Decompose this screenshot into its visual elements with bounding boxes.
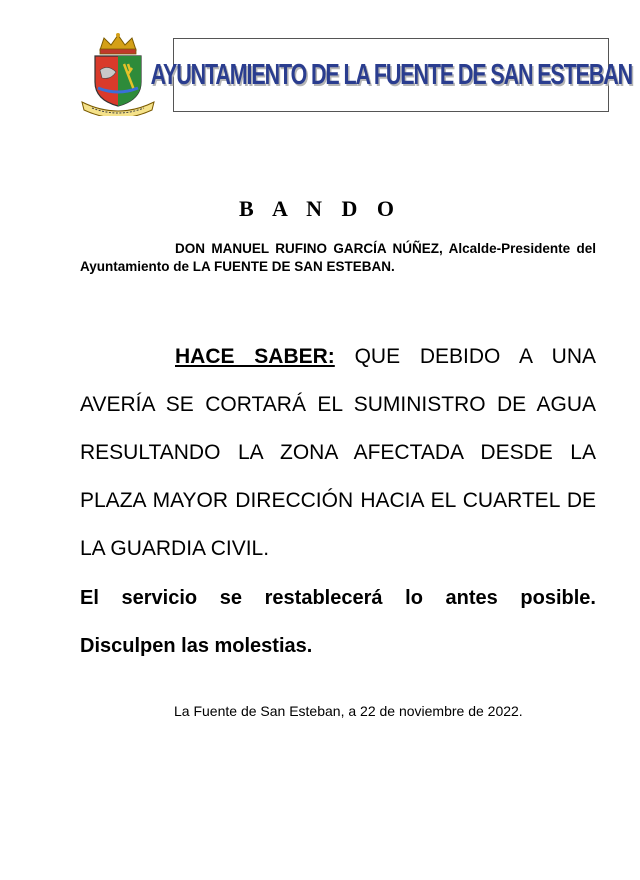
header-title-box xyxy=(150,38,632,112)
date-line: La Fuente de San Esteban, a 22 de noviembre de 2022. xyxy=(174,703,523,719)
header-title: AYUNTAMIENTO DE LA FUENTE DE SAN ESTEBAN xyxy=(150,58,632,91)
service-line: El servicio se restablecerá lo antes posible. xyxy=(80,587,596,609)
coat-of-arms-icon xyxy=(78,30,158,116)
intro-paragraph xyxy=(80,240,596,276)
notice-paragraph xyxy=(80,333,596,573)
document-heading: B A N D O xyxy=(238,196,402,221)
intro-text: DON MANUEL RUFINO GARCÍA NÚÑEZ, Alcalde-Presidente del Ayuntamiento de LA FUENTE DE SAN ESTEBAN. xyxy=(80,241,596,274)
notice-label: HACE SABER: xyxy=(175,345,335,368)
apology-line: Disculpen las molestias. xyxy=(80,635,313,657)
closing-block xyxy=(80,574,596,670)
notice-text: QUE DEBIDO A UNA AVERÍA SE CORTARÁ EL SUMINISTRO DE AGUA RESULTANDO LA ZONA AFECTADA DESDE LA PLAZA MAYOR DIRECCIÓN HACIA EL CUARTEL DE LA GUARDIA CIVIL. xyxy=(80,345,596,560)
